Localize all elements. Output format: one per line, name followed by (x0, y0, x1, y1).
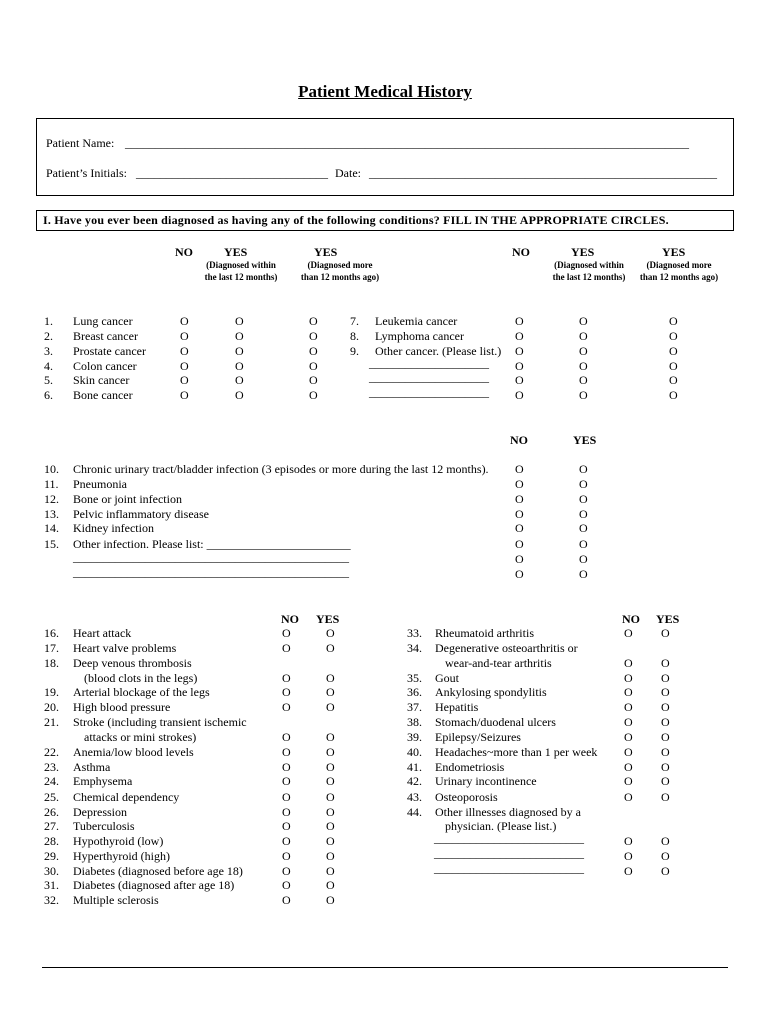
answer-circle[interactable]: O (326, 790, 335, 804)
answer-circle[interactable]: O (235, 329, 244, 343)
answer-circle[interactable]: O (579, 537, 588, 551)
answer-circle[interactable]: O (515, 492, 524, 506)
answer-circle[interactable]: O (669, 329, 678, 343)
col-more-note: (Diagnosed more than 12 months ago) (639, 260, 719, 282)
item-number: 18. (44, 656, 59, 670)
date-field[interactable]: __________________________________________________________ (369, 166, 717, 180)
answer-circle[interactable]: O (515, 477, 524, 491)
answer-circle[interactable]: O (579, 388, 588, 402)
condition-label: Headaches~more than 1 per week (435, 745, 598, 759)
condition-label: Hypothyroid (low) (73, 834, 164, 848)
item-number: 27. (44, 819, 59, 833)
answer-circle[interactable]: O (326, 745, 335, 759)
answer-circle[interactable]: O (235, 373, 244, 387)
answer-circle[interactable]: O (235, 388, 244, 402)
write-in-line[interactable]: ______________________________________________ (73, 550, 349, 564)
item-number: 12. (44, 492, 59, 506)
condition-label: Diabetes (diagnosed after age 18) (73, 878, 235, 892)
condition-label: Heart attack (73, 626, 132, 640)
date-label: Date: (335, 166, 361, 180)
answer-circle[interactable]: O (309, 329, 318, 343)
condition-label: Tuberculosis (73, 819, 135, 833)
answer-circle[interactable]: O (515, 507, 524, 521)
answer-circle[interactable]: O (515, 388, 524, 402)
condition-label: Pelvic inflammatory disease (73, 507, 209, 521)
answer-circle[interactable]: O (579, 329, 588, 343)
answer-circle[interactable]: O (515, 552, 524, 566)
answer-circle[interactable]: O (282, 745, 291, 759)
answer-circle[interactable]: O (309, 388, 318, 402)
col-yes-header: YES (573, 433, 597, 447)
answer-circle[interactable]: O (624, 685, 633, 699)
answer-circle[interactable]: O (624, 730, 633, 744)
item-number: 29. (44, 849, 59, 863)
answer-circle[interactable]: O (180, 329, 189, 343)
answer-circle[interactable]: O (180, 388, 189, 402)
patient-name-label: Patient Name: (46, 136, 115, 150)
answer-circle[interactable]: O (282, 685, 291, 699)
answer-circle[interactable]: O (282, 626, 291, 640)
answer-circle[interactable]: O (624, 864, 633, 878)
item-number: 38. (407, 715, 422, 729)
item-number: 7. (350, 314, 359, 328)
item-number: 31. (44, 878, 59, 892)
item-number: 35. (407, 671, 422, 685)
col-yes-header: YES (224, 245, 248, 259)
item-number: 17. (44, 641, 59, 655)
item-number: 43. (407, 790, 422, 804)
answer-circle[interactable]: O (661, 849, 670, 863)
answer-circle[interactable]: O (326, 774, 335, 788)
item-number: 22. (44, 745, 59, 759)
condition-label: Anemia/low blood levels (73, 745, 194, 759)
condition-label: Pneumonia (73, 477, 127, 491)
write-in-line[interactable]: ____________________ (369, 356, 489, 370)
answer-circle[interactable]: O (624, 790, 633, 804)
condition-label: attacks or mini strokes) (84, 730, 197, 744)
condition-label: Diabetes (diagnosed before age 18) (73, 864, 243, 878)
answer-circle[interactable]: O (282, 730, 291, 744)
answer-circle[interactable]: O (661, 715, 670, 729)
answer-circle[interactable]: O (624, 715, 633, 729)
answer-circle[interactable]: O (282, 700, 291, 714)
condition-label: Leukemia cancer (375, 314, 458, 328)
answer-circle[interactable]: O (282, 790, 291, 804)
col-no-header: NO (281, 612, 299, 626)
condition-label: Kidney infection (73, 521, 154, 535)
condition-label: Heart valve problems (73, 641, 177, 655)
condition-label: Degenerative osteoarthritis or (435, 641, 578, 655)
condition-label: Multiple sclerosis (73, 893, 159, 907)
answer-circle[interactable]: O (624, 656, 633, 670)
answer-circle[interactable]: O (180, 359, 189, 373)
answer-circle[interactable]: O (579, 344, 588, 358)
answer-circle[interactable]: O (282, 834, 291, 848)
answer-circle[interactable]: O (309, 373, 318, 387)
condition-label: Emphysema (73, 774, 133, 788)
answer-circle[interactable]: O (326, 819, 335, 833)
answer-circle[interactable]: O (661, 656, 670, 670)
answer-circle[interactable]: O (282, 864, 291, 878)
patient-info-box (36, 118, 734, 196)
write-in-line[interactable]: ____________________ (369, 370, 489, 384)
item-number: 1. (44, 314, 53, 328)
answer-circle[interactable]: O (579, 552, 588, 566)
condition-label: wear-and-tear arthritis (445, 656, 552, 670)
page-title: Patient Medical History (298, 82, 472, 101)
item-number: 13. (44, 507, 59, 521)
answer-circle[interactable]: O (309, 344, 318, 358)
condition-label: Osteoporosis (435, 790, 498, 804)
condition-label: (blood clots in the legs) (84, 671, 198, 685)
answer-circle[interactable]: O (579, 521, 588, 535)
answer-circle[interactable]: O (282, 760, 291, 774)
item-number: 30. (44, 864, 59, 878)
answer-circle[interactable]: O (661, 626, 670, 640)
col-no-header: NO (510, 433, 528, 447)
answer-circle[interactable]: O (515, 462, 524, 476)
answer-circle[interactable]: O (669, 359, 678, 373)
answer-circle[interactable]: O (669, 314, 678, 328)
col-yes-header: YES (656, 612, 680, 626)
item-number: 9. (350, 344, 359, 358)
condition-label: Skin cancer (73, 373, 130, 387)
item-number: 3. (44, 344, 53, 358)
condition-label: Bone cancer (73, 388, 133, 402)
section-heading: I. Have you ever been diagnosed as having any of the following conditions? FILL IN THE APPROPRIATE CIRCLES. (43, 213, 669, 227)
condition-label: Endometriosis (435, 760, 505, 774)
condition-label: High blood pressure (73, 700, 171, 714)
answer-circle[interactable]: O (661, 864, 670, 878)
item-number: 16. (44, 626, 59, 640)
item-number: 28. (44, 834, 59, 848)
item-number: 33. (407, 626, 422, 640)
answer-circle[interactable]: O (669, 344, 678, 358)
col-yes-header: YES (316, 612, 340, 626)
condition-label: Colon cancer (73, 359, 137, 373)
item-number: 6. (44, 388, 53, 402)
answer-circle[interactable]: O (624, 671, 633, 685)
condition-label: Arterial blockage of the legs (73, 685, 210, 699)
answer-circle[interactable]: O (282, 819, 291, 833)
item-number: 5. (44, 373, 53, 387)
item-number: 10. (44, 462, 59, 476)
item-number: 34. (407, 641, 422, 655)
answer-circle[interactable]: O (282, 774, 291, 788)
answer-circle[interactable]: O (326, 878, 335, 892)
condition-label: Lymphoma cancer (375, 329, 464, 343)
col-yes-header: YES (571, 245, 595, 259)
answer-circle[interactable]: O (180, 373, 189, 387)
item-number: 15. (44, 537, 59, 551)
answer-circle[interactable]: O (579, 314, 588, 328)
bottom-divider (42, 967, 728, 968)
answer-circle[interactable]: O (624, 760, 633, 774)
item-number: 4. (44, 359, 53, 373)
answer-circle[interactable]: O (326, 685, 335, 699)
answer-circle[interactable]: O (282, 849, 291, 863)
answer-circle[interactable]: O (282, 878, 291, 892)
item-number: 40. (407, 745, 422, 759)
answer-circle[interactable]: O (180, 314, 189, 328)
answer-circle[interactable]: O (579, 359, 588, 373)
answer-circle[interactable]: O (309, 359, 318, 373)
answer-circle[interactable]: O (624, 626, 633, 640)
condition-label: Bone or joint infection (73, 492, 182, 506)
item-number: 2. (44, 329, 53, 343)
answer-circle[interactable]: O (235, 314, 244, 328)
col-within-note: (Diagnosed within the last 12 months) (204, 260, 278, 282)
write-in-line[interactable]: _________________________ (434, 846, 584, 860)
answer-circle[interactable]: O (661, 730, 670, 744)
condition-label: Stomach/duodenal ulcers (435, 715, 556, 729)
answer-circle[interactable]: O (515, 373, 524, 387)
col-no-header: NO (175, 245, 193, 259)
answer-circle[interactable]: O (579, 373, 588, 387)
condition-label: Other illnesses diagnosed by a (435, 805, 581, 819)
answer-circle[interactable]: O (326, 849, 335, 863)
answer-circle[interactable]: O (326, 893, 335, 907)
answer-circle[interactable]: O (661, 790, 670, 804)
answer-circle[interactable]: O (515, 537, 524, 551)
condition-label: Prostate cancer (73, 344, 146, 358)
answer-circle[interactable]: O (515, 521, 524, 535)
answer-circle[interactable]: O (515, 344, 524, 358)
answer-circle[interactable]: O (326, 626, 335, 640)
answer-circle[interactable]: O (282, 893, 291, 907)
condition-label: Asthma (73, 760, 111, 774)
answer-circle[interactable]: O (282, 805, 291, 819)
answer-circle[interactable]: O (661, 745, 670, 759)
condition-label: Depression (73, 805, 127, 819)
answer-circle[interactable]: O (624, 745, 633, 759)
answer-circle[interactable]: O (579, 507, 588, 521)
answer-circle[interactable]: O (515, 567, 524, 581)
write-in-line[interactable]: _________________________ (434, 861, 584, 875)
item-number: 42. (407, 774, 422, 788)
col-within-note: (Diagnosed within the last 12 months) (552, 260, 626, 282)
write-in-line[interactable]: ____________________ (369, 385, 489, 399)
item-number: 25. (44, 790, 59, 804)
answer-circle[interactable]: O (669, 388, 678, 402)
item-number: 41. (407, 760, 422, 774)
answer-circle[interactable]: O (661, 685, 670, 699)
answer-circle[interactable]: O (579, 462, 588, 476)
condition-label: Other cancer. (Please list.) (375, 344, 502, 358)
answer-circle[interactable]: O (579, 567, 588, 581)
condition-label: Ankylosing spondylitis (435, 685, 547, 699)
answer-circle[interactable]: O (235, 359, 244, 373)
answer-circle[interactable]: O (309, 314, 318, 328)
answer-circle[interactable]: O (515, 329, 524, 343)
condition-label: Other infection. Please list: ________________________ (73, 537, 351, 551)
patient-name-field[interactable]: ______________________________________________________________________________________________ (125, 136, 689, 150)
item-number: 26. (44, 805, 59, 819)
item-number: 20. (44, 700, 59, 714)
condition-label: Deep venous thrombosis (73, 656, 192, 670)
answer-circle[interactable]: O (624, 774, 633, 788)
item-number: 44. (407, 805, 422, 819)
answer-circle[interactable]: O (326, 700, 335, 714)
condition-label: physician. (Please list.) (445, 819, 557, 833)
answer-circle[interactable]: O (661, 834, 670, 848)
item-number: 36. (407, 685, 422, 699)
condition-label: Urinary incontinence (435, 774, 537, 788)
item-number: 11. (44, 477, 59, 491)
write-in-line[interactable]: _________________________ (434, 831, 584, 845)
item-number: 21. (44, 715, 59, 729)
write-in-line[interactable]: ______________________________________________ (73, 565, 349, 579)
condition-label: Chronic urinary tract/bladder infection (3 episodes or more during the last 12 months). (73, 462, 489, 476)
answer-circle[interactable]: O (326, 760, 335, 774)
answer-circle[interactable]: O (326, 730, 335, 744)
answer-circle[interactable]: O (326, 641, 335, 655)
item-number: 19. (44, 685, 59, 699)
condition-label: Gout (435, 671, 459, 685)
answer-circle[interactable]: O (180, 344, 189, 358)
answer-circle[interactable]: O (326, 864, 335, 878)
initials-label: Patient’s Initials: (46, 166, 127, 180)
condition-label: Hyperthyroid (high) (73, 849, 170, 863)
item-number: 23. (44, 760, 59, 774)
condition-label: Breast cancer (73, 329, 138, 343)
answer-circle[interactable]: O (579, 492, 588, 506)
answer-circle[interactable]: O (661, 700, 670, 714)
answer-circle[interactable]: O (326, 805, 335, 819)
condition-label: Stroke (including transient ischemic (73, 715, 247, 729)
answer-circle[interactable]: O (515, 359, 524, 373)
condition-label: Rheumatoid arthritis (435, 626, 534, 640)
answer-circle[interactable]: O (579, 477, 588, 491)
answer-circle[interactable]: O (282, 671, 291, 685)
answer-circle[interactable]: O (624, 700, 633, 714)
answer-circle[interactable]: O (515, 314, 524, 328)
answer-circle[interactable]: O (326, 834, 335, 848)
condition-label: Hepatitis (435, 700, 479, 714)
answer-circle[interactable]: O (624, 834, 633, 848)
answer-circle[interactable]: O (282, 641, 291, 655)
answer-circle[interactable]: O (235, 344, 244, 358)
col-no-header: NO (512, 245, 530, 259)
item-number: 32. (44, 893, 59, 907)
answer-circle[interactable]: O (661, 760, 670, 774)
condition-label: Epilepsy/Seizures (435, 730, 521, 744)
condition-label: Chemical dependency (73, 790, 180, 804)
item-number: 14. (44, 521, 59, 535)
col-more-note: (Diagnosed more than 12 months ago) (300, 260, 380, 282)
answer-circle[interactable]: O (661, 774, 670, 788)
answer-circle[interactable]: O (624, 849, 633, 863)
item-number: 24. (44, 774, 59, 788)
item-number: 8. (350, 329, 359, 343)
initials-field[interactable]: ________________________________ (136, 166, 328, 180)
item-number: 39. (407, 730, 422, 744)
answer-circle[interactable]: O (669, 373, 678, 387)
col-yes-header: YES (314, 245, 338, 259)
condition-label: Lung cancer (73, 314, 133, 328)
col-yes-header: YES (662, 245, 686, 259)
col-no-header: NO (622, 612, 640, 626)
answer-circle[interactable]: O (326, 671, 335, 685)
item-number: 37. (407, 700, 422, 714)
answer-circle[interactable]: O (661, 671, 670, 685)
